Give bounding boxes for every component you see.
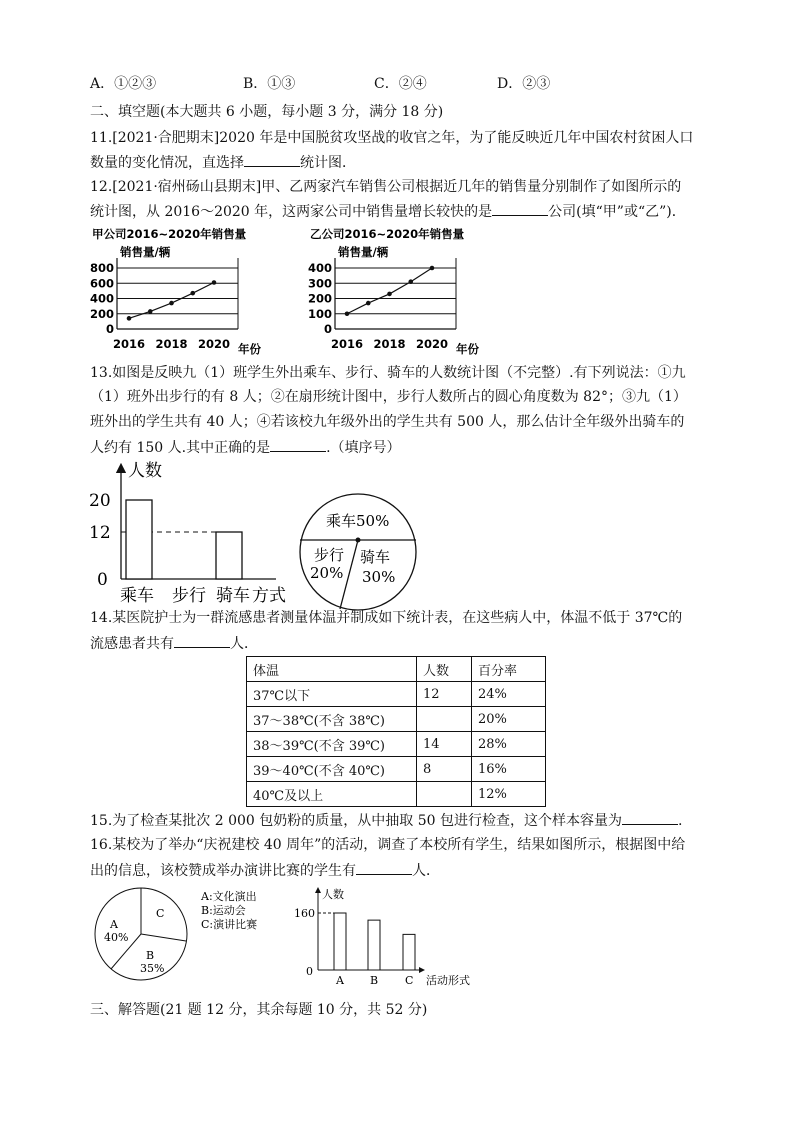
chart-jia-title: 甲公司2016~2020年销售量: [92, 227, 247, 241]
q16-legend-b: B:运动会: [201, 904, 246, 917]
chart-jia-grid: [117, 258, 238, 329]
table-cell: 38～39℃(不含 39℃): [247, 732, 417, 757]
q16-pie-a-label: A: [110, 918, 118, 931]
table-row: [247, 757, 546, 782]
q13-line1: 13.如图是反映九（1）班学生外出乘车、步行、骑车的人数统计图（不完整）.有下列说法：①九: [90, 365, 686, 381]
jia-data-point: [212, 280, 217, 285]
q11-line2: [90, 152, 356, 173]
jia-ytick-label: 400: [90, 291, 114, 306]
q13-pie-center: [356, 538, 361, 543]
q12-line2: [90, 201, 686, 222]
q13-bar-qiche: [216, 532, 242, 579]
jia-data-point: [148, 309, 153, 314]
q14-text-b: 人．: [230, 636, 258, 652]
q13-bar-chart: [86, 460, 296, 605]
q16-line2: [90, 860, 440, 881]
table-cell: 39～40℃(不含 40℃): [247, 757, 417, 782]
q16-ytick-0: 0: [306, 965, 313, 978]
yi-ytick-label: 100: [308, 306, 332, 321]
jia-xtick-label: 2016: [112, 337, 146, 351]
q13-ytick-12: 12: [89, 523, 111, 543]
q13-xcat-qiche: 骑车: [216, 586, 250, 605]
q16-legend-a: A:文化演出: [201, 890, 257, 903]
jia-xtick-label: 2020: [197, 337, 231, 351]
q16-text-a: 出的信息，该校赞成举办演讲比赛的学生有: [90, 863, 356, 879]
q13-ytick-0: 0: [97, 570, 108, 590]
option-c: C．②④: [374, 76, 427, 92]
jia-ytick-label: 600: [90, 276, 114, 291]
q11-line1: 11.[2021·合肥期末]2020 年是中国脱贫攻坚战的收官之年，为了能反映近几年中国农村贫困人口: [90, 130, 694, 146]
q14-answer-blank[interactable]: [174, 633, 230, 648]
jia-ytick-label: 200: [90, 306, 114, 321]
q13-pie-qiche-label: 骑车: [360, 548, 391, 566]
q14-text-a: 流感患者共有: [90, 636, 174, 652]
yi-data-point: [345, 311, 350, 316]
q11-text-a: 数量的变化情况，直选择: [90, 155, 244, 171]
q16-legend-c: C:演讲比赛: [201, 918, 258, 931]
chart-yi-ylabel: 销售量/辆: [338, 245, 389, 259]
chart-yi-xlabel: 年份: [456, 342, 479, 356]
q13-answer-blank[interactable]: [270, 437, 326, 452]
q13-line4: [90, 437, 401, 458]
yi-ytick-label: 300: [308, 276, 332, 291]
table-cell: [417, 707, 472, 732]
q16-xcat-c: C: [405, 974, 414, 987]
q13-xlabel: 方式: [252, 586, 286, 605]
table-header-cell: 体温: [247, 657, 417, 682]
q16-bar-b: [368, 920, 380, 970]
table-cell: 12%: [472, 782, 546, 807]
yi-series-line: [347, 268, 432, 314]
jia-ytick-label: 0: [105, 322, 114, 336]
q16-pie-chart: [88, 884, 278, 984]
chart-jia-xlabel: 年份: [238, 342, 261, 356]
q16-line1: 16.某校为了举办“庆祝建校 40 周年”的活动，调查了本校所有学生，结果如图所示，根据图中给: [90, 837, 686, 853]
q12-answer-blank[interactable]: [492, 201, 548, 216]
q15-text-b: .: [677, 813, 683, 829]
q13-pie-chengche-label: 乘车50%: [326, 512, 390, 530]
table-header-row: [247, 657, 546, 682]
section-3-heading: 三、解答题(21 题 12 分，其余每题 10 分，共 52 分): [90, 1002, 428, 1018]
q16-xcat-a: A: [336, 974, 344, 987]
q16-answer-blank[interactable]: [356, 860, 412, 875]
q13-pie-qiche-pct: 30%: [362, 568, 396, 586]
yi-xtick-label: 2018: [373, 337, 406, 351]
table-cell: 12: [417, 682, 472, 707]
table-row: [247, 707, 546, 732]
table-header-cell: 百分率: [472, 657, 546, 682]
table-cell: 24%: [472, 682, 546, 707]
table-cell: 37～38℃(不含 38℃): [247, 707, 417, 732]
jia-ytick-label: 800: [90, 261, 114, 275]
jia-xtick-label: 2018: [155, 337, 188, 351]
q16-pie-c-label: C: [156, 907, 165, 920]
q16-pie-b-pct: 35%: [140, 962, 165, 975]
q13-text-b: .（填序号）: [326, 440, 401, 456]
table-cell: 14: [417, 732, 472, 757]
q13-bar-chengche: [126, 500, 152, 579]
q16-bar-chart: [290, 884, 490, 988]
jia-data-point: [190, 291, 195, 296]
jia-data-point: [169, 301, 174, 306]
yi-ytick-label: 200: [308, 291, 332, 306]
chart-yi: [308, 224, 498, 356]
q12-text-b: 公司(填“甲”或“乙”)．: [548, 204, 686, 220]
option-b: B．①③: [243, 76, 296, 92]
q13-xcat-chengche: 乘车: [120, 586, 154, 605]
q13-text-a: 人约有 150 人.其中正确的是: [90, 440, 271, 456]
table-row: [247, 682, 546, 707]
q14-line1: 14.某医院护士为一群流感患者测量体温并制成如下统计表，在这些病人中，体温不低于 37℃的: [90, 610, 683, 626]
q13-pie-chart: [296, 492, 422, 612]
table-row: [247, 782, 546, 807]
q15-text-a: 15.为了检查某批次 2 000 包奶粉的质量，从中抽取 50 包进行检查，这个样本容量为: [90, 813, 622, 829]
q13-pie-buxing-pct: 20%: [310, 564, 344, 582]
temperature-table: [246, 656, 546, 807]
chart-jia: [90, 224, 280, 356]
q13-ylabel: 人数: [128, 461, 162, 481]
q16-pie-a-pct: 40%: [104, 931, 129, 944]
table-cell: 40℃及以上: [247, 782, 417, 807]
option-a: A．①②③: [90, 76, 157, 92]
jia-data-point: [127, 316, 132, 321]
yi-ytick-label: 400: [308, 261, 332, 275]
table-row: [247, 732, 546, 757]
table-cell: 8: [417, 757, 472, 782]
yi-data-point: [408, 279, 413, 284]
yi-xtick-label: 2016: [330, 337, 364, 351]
q16-bar-c: [403, 934, 415, 970]
table-header-cell: 人数: [417, 657, 472, 682]
q16-xlabel: 活动形式: [426, 974, 470, 987]
yi-data-point: [366, 301, 371, 306]
q16-xcat-b: B: [370, 974, 379, 987]
q16-ytick-160: 160: [294, 907, 315, 920]
table-cell: 20%: [472, 707, 546, 732]
q16-ylabel: 人数: [322, 888, 344, 901]
q15-line1: [90, 810, 682, 831]
yi-data-point: [430, 266, 435, 271]
table-cell: [417, 782, 472, 807]
chart-yi-grid: [335, 258, 456, 329]
table-cell: 16%: [472, 757, 546, 782]
q12-line1: 12.[2021·宿州砀山县期末]甲、乙两家汽车销售公司根据近几年的销售量分别制作了如图所示的: [90, 179, 682, 195]
section-2-heading: 二、填空题(本大题共 6 小题，每小题 3 分，满分 18 分): [90, 104, 444, 120]
yi-ytick-label: 0: [323, 322, 332, 336]
q16-pie-b-label: B: [146, 949, 155, 962]
table-cell: 37℃以下: [247, 682, 417, 707]
jia-series-line: [129, 282, 214, 318]
yi-data-point: [387, 292, 392, 297]
q11-answer-blank[interactable]: [244, 152, 300, 167]
option-d: D．②③: [497, 76, 551, 92]
chart-yi-title: 乙公司2016~2020年销售量: [310, 227, 465, 241]
table-cell: 28%: [472, 732, 546, 757]
q13-ytick-20: 20: [89, 491, 111, 511]
q12-text-a: 统计图，从 2016～2020 年，这两家公司中销售量增长较快的是: [90, 204, 493, 220]
q13-line2: （1）班外出步行的有 8 人；②在扇形统计图中，步行人数所占的圆心角度数为 82°；③九（1）: [90, 389, 687, 405]
q15-answer-blank[interactable]: [622, 810, 678, 825]
q13-line3: 班外出的学生共有 40 人；④若该校九年级外出的学生共有 500 人，那么估计全年级外出骑车的: [90, 414, 685, 430]
q16-bar-a: [334, 913, 346, 970]
q14-line2: [90, 633, 258, 654]
q13-pie-buxing-label: 步行: [314, 546, 345, 564]
q11-text-b: 统计图．: [300, 155, 356, 171]
chart-jia-ylabel: 销售量/辆: [120, 245, 171, 259]
q13-xcat-buxing: 步行: [172, 586, 206, 605]
yi-xtick-label: 2020: [415, 337, 449, 351]
q16-text-b: 人．: [412, 863, 440, 879]
